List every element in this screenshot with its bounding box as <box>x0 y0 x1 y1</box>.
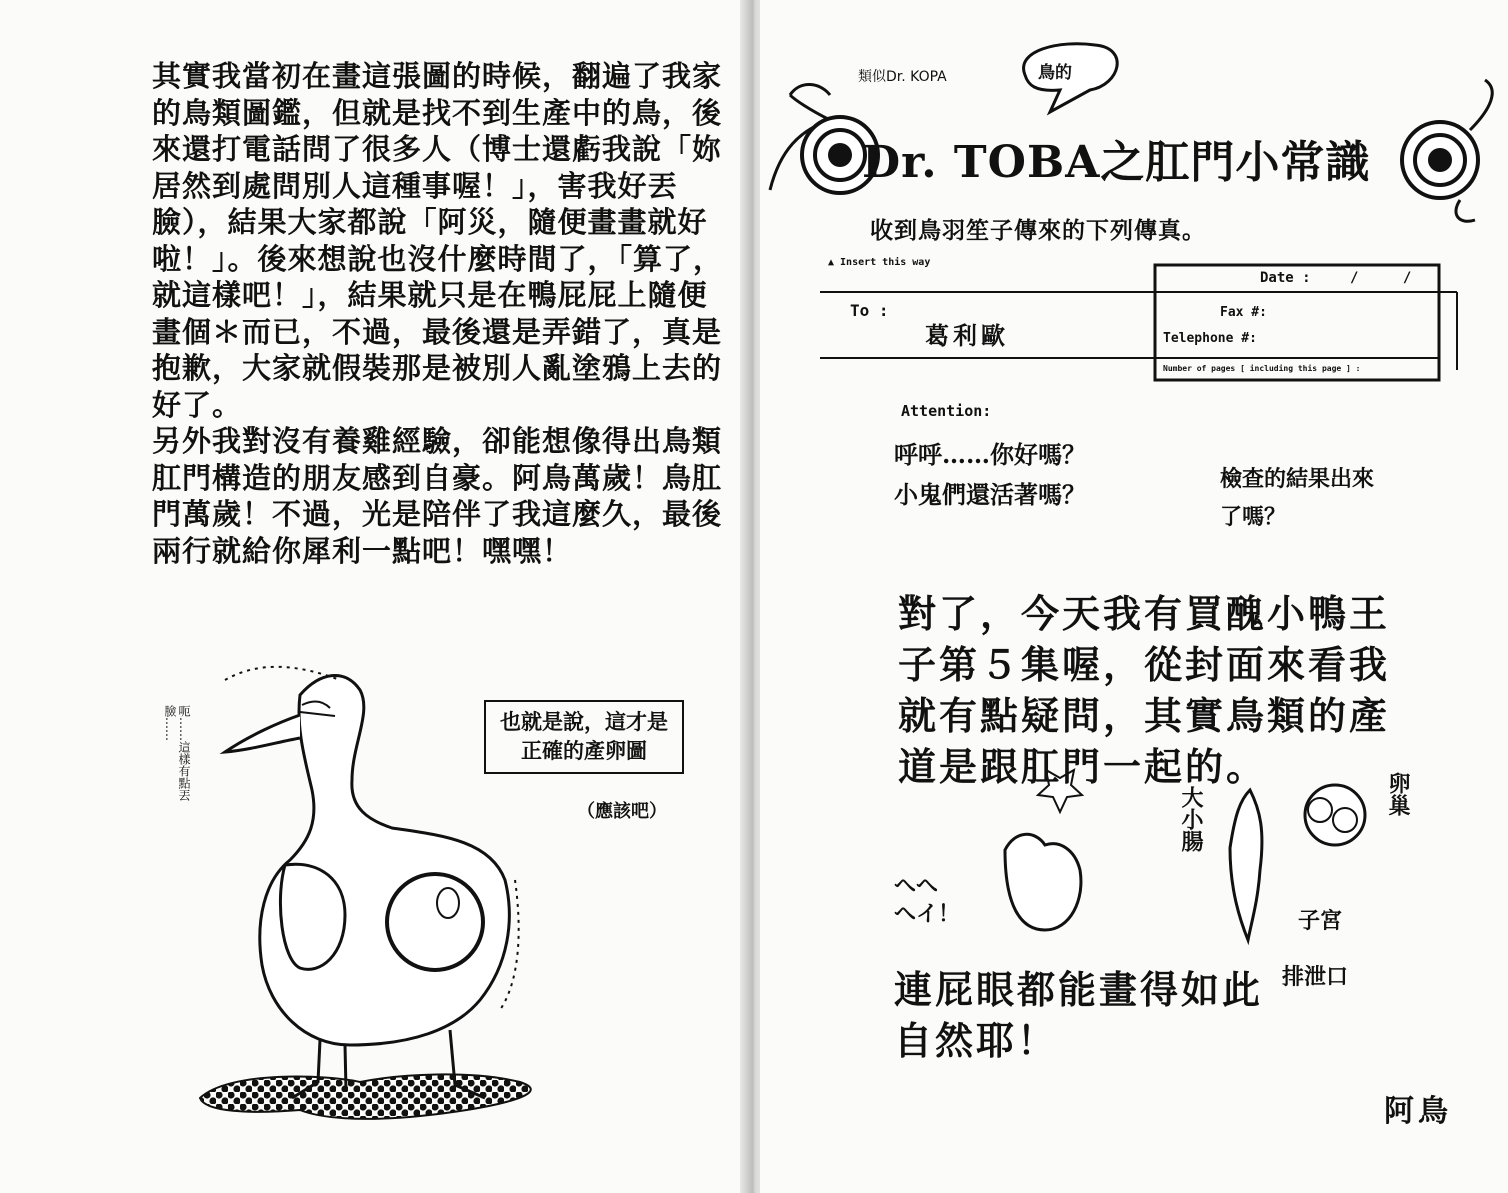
speech-box <box>484 700 684 774</box>
duck-mutter: 呃……這樣有點丟臉…… <box>163 705 191 801</box>
label-hehe: へへ へイ！ <box>894 873 961 927</box>
right-page <box>760 0 1508 1193</box>
closing-line-2: 自然耶！ <box>894 1018 1059 1063</box>
main-line-4: 道是跟肛門一起的。 <box>898 744 1268 789</box>
closing-message <box>894 964 1263 1066</box>
main-line-2: 子第５集喔，從封面來看我 <box>898 642 1391 687</box>
message-line-right-1: 檢查的結果出來 <box>1220 466 1375 492</box>
label-intestine: 大小腸 <box>1178 786 1204 852</box>
message-line-left-2: 小鬼們還活著嗎？ <box>894 480 1086 509</box>
essay-paragraph-2: 另外我對沒有養雞經驗，卻能想像得出鳥類肛門構造的朋友感到自豪。阿鳥萬歲！鳥肛門萬歲！不過，光是陪伴了我這麼久，最後兩行就給你犀利一點吧！嘿嘿！ <box>152 424 723 568</box>
date-label: Date : <box>1260 270 1311 286</box>
signature: 阿鳥 <box>1384 1094 1452 1129</box>
date-value: / / <box>1350 270 1430 286</box>
left-page <box>0 0 748 1193</box>
label-cloaca: 排泄口 <box>1282 964 1349 990</box>
annotation-bird-bubble: 鳥的 <box>1038 63 1072 83</box>
page-title: Dr. TOBA之肛門小常識 <box>862 137 1371 188</box>
label-uterus: 子宮 <box>1298 908 1343 934</box>
message-line-right-2: 了嗎？ <box>1220 504 1287 530</box>
speech-box-text: 也就是說，這才是正確的產卵圖 <box>500 710 668 763</box>
duck-beak <box>225 715 300 752</box>
pages-label: Number of pages [ including this page ] : <box>1163 364 1361 373</box>
to-value: 葛利歐 <box>925 321 1009 350</box>
attention-label: Attention: <box>901 402 992 420</box>
fax-label: Fax #: <box>1220 305 1267 320</box>
message-line-left-1: 呼呼……你好嗎？ <box>894 440 1086 469</box>
main-message <box>898 588 1390 792</box>
telephone-label: Telephone #: <box>1163 331 1257 346</box>
essay-paragraph-1: 其實我當初在畫這張圖的時候，翻遍了我家的鳥類圖鑑，但就是找不到生產中的鳥，後來還打電話問了很多人（博士還虧我說「妳居然到處問別人這種事喔！」，害我好丟臉），結果大家都說「阿災，隨便畫畫就好啦！」。後來想說也沒什麼時間了，「算了，就這樣吧！」，結果就只是在鴨屁屁上隨便畫個＊而已，不過，最後還是弄錯了，真是抱歉，大家就假裝那是被別人亂塗鴉上去的好了。 <box>152 59 724 422</box>
main-line-1: 對了，今天我有買醜小鴨王 <box>898 591 1391 636</box>
closing-line-1: 連屁眼都能畫得如此 <box>894 967 1264 1012</box>
duck-illustration <box>0 0 748 1193</box>
fax-intro: 收到鳥羽笙子傳來的下列傳真。 <box>870 218 1206 244</box>
annotation-similar: 類似Dr. KOPA <box>858 69 947 85</box>
egg <box>387 874 483 970</box>
to-label: To : <box>850 301 889 320</box>
insert-note: ▲ Insert this way <box>828 257 931 268</box>
label-ovary: 卵巢 <box>1385 772 1411 816</box>
main-line-3: 就有點疑問，其實鳥類的產 <box>898 693 1391 738</box>
speech-note: （應該吧） <box>577 801 667 822</box>
